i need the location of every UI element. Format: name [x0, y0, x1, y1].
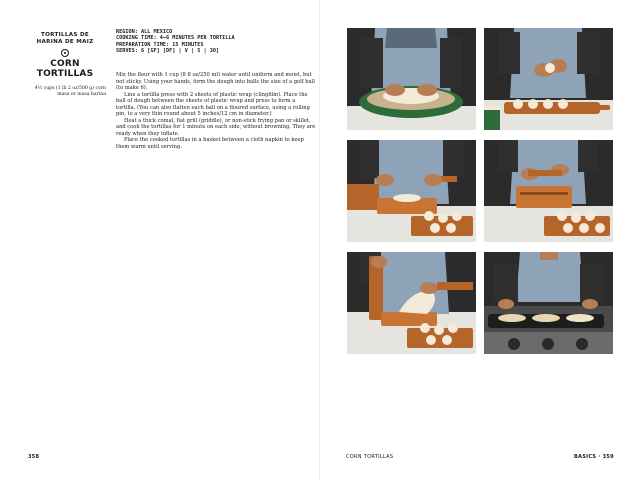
recipe-title-block — [30, 32, 100, 79]
recipe-meta — [116, 29, 316, 55]
region-line: REGION: ALL MEXICO — [116, 29, 173, 35]
photo-kneading-dough — [347, 28, 476, 130]
method-paragraph: Mix the flour with 1 cup (8 fl oz/250 ml) water until uniform and moist, but not sticky. Using your hands, form the dough into balls the size of a golf ball (to make 6). — [116, 72, 315, 92]
gutter — [319, 0, 320, 480]
method-text — [116, 72, 316, 151]
page-number-right: BASICS · 359 — [574, 454, 614, 460]
photo-cooking-on-comal — [484, 252, 613, 354]
method-paragraph: Line a tortilla press with 2 sheets of plastic wrap (clingfilm). Place the ball of dough between the sheets of plastic wrap and press to form a tortilla. (You can also flatten each ball on a floured surface, using a rolling pin, to a very thin round about 5 inches/12 cm in diameter.) — [116, 91, 310, 118]
running-head: CORN TORTILLAS — [346, 454, 394, 460]
photo-press-with-ball — [347, 140, 476, 242]
recipe-title: CORN TORTILLAS — [36, 59, 94, 79]
cooking-time-line: COOKING TIME: 4–6 MINUTES PER TORTILLA — [116, 35, 235, 42]
ingredient-list — [26, 86, 106, 97]
photo-forming-balls — [484, 28, 613, 130]
preparation-time-line: PREPARATION TIME: 15 MINUTES — [116, 41, 204, 48]
page-number-left: 358 — [28, 454, 40, 460]
original-recipe-name: TORTILLAS DE HARINA DE MAIZ — [36, 32, 94, 45]
photo-pressing-tortilla — [484, 140, 613, 242]
ingredient-item: 4½ cups (1 lb 2 oz/500 g) corn masa or masa harina — [34, 86, 106, 97]
method-paragraph: Heat a thick comal, flat grill (griddle), or non-stick frying pan or skillet, and cook the tortillas for 1 minute on each side, without browning. They are ready when they inflate. — [116, 117, 316, 137]
vegetarian-emblem-icon — [61, 49, 69, 57]
method-paragraph: Place the cooked tortillas in a basket between a cloth napkin to keep them warm until serving. — [116, 137, 304, 151]
serves-line: SERVES: 6 [GF] [DF] | V | 5 | 30] — [116, 48, 220, 55]
photo-peeling-tortilla — [347, 252, 476, 354]
